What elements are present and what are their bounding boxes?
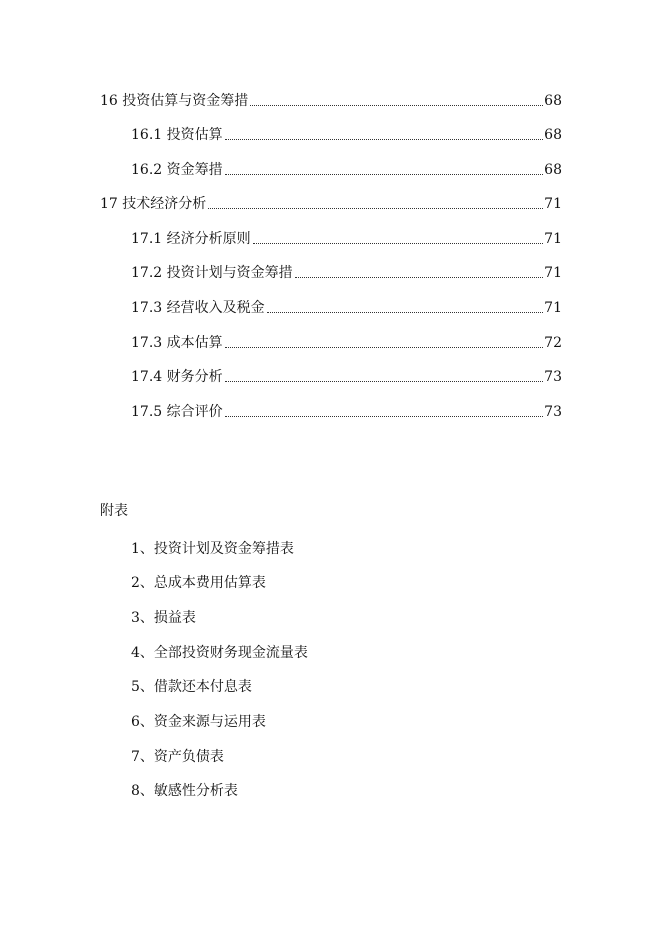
toc-entry-page-number: 71 [544, 231, 562, 247]
toc-entry-page-number: 68 [544, 162, 562, 178]
toc-entry-number: 17.5 [131, 404, 167, 420]
toc-dot-leader [225, 174, 544, 175]
appendix-item: 5、借款还本付息表 [131, 679, 252, 695]
appendix-item: 8、敏感性分析表 [131, 783, 238, 799]
appendix-item: 3、损益表 [131, 610, 196, 626]
toc-entry-page-number: 71 [544, 265, 562, 281]
toc-entry-page-number: 71 [544, 196, 562, 212]
toc-entry-number: 16 [100, 93, 123, 109]
toc-entry-number: 17.2 [131, 265, 167, 281]
toc-entry[interactable] [131, 262, 562, 282]
appendix-heading: 附表 [100, 503, 128, 519]
toc-entry[interactable] [131, 401, 562, 421]
toc-dot-leader [225, 347, 544, 348]
toc-dot-leader [250, 105, 543, 106]
toc-entry-page-number: 68 [544, 127, 562, 143]
toc-dot-leader [267, 312, 544, 313]
toc-entry[interactable] [100, 193, 562, 213]
toc-entry-title: 经济分析原则 [166, 231, 251, 247]
appendix-item: 2、总成本费用估算表 [131, 575, 266, 591]
toc-dot-leader [225, 139, 544, 140]
appendix-item: 6、资金来源与运用表 [131, 714, 266, 730]
toc-entry-number: 17.3 [131, 300, 167, 316]
toc-entry-title: 投资估算 [166, 127, 223, 143]
toc-entry[interactable] [131, 332, 562, 352]
toc-dot-leader [295, 277, 544, 278]
toc-entry-page-number: 73 [544, 369, 562, 385]
toc-entry[interactable] [131, 297, 562, 317]
toc-entry-title: 经营收入及税金 [166, 300, 265, 316]
toc-dot-leader [253, 243, 544, 244]
toc-entry-title: 投资计划与资金筹措 [166, 265, 293, 281]
toc-entry[interactable] [131, 159, 562, 179]
toc-entry-number: 16.1 [131, 127, 167, 143]
toc-entry-number: 17.1 [131, 231, 167, 247]
toc-entry-title: 财务分析 [166, 369, 223, 385]
toc-entry-page-number: 72 [544, 335, 562, 351]
appendix-item: 7、资产负债表 [131, 749, 224, 765]
toc-entry-page-number: 71 [544, 300, 562, 316]
toc-entry-page-number: 68 [544, 93, 562, 109]
toc-entry[interactable] [100, 90, 562, 110]
toc-entry[interactable] [131, 366, 562, 386]
toc-entry[interactable] [131, 124, 562, 144]
toc-entry-title: 资金筹措 [166, 162, 223, 178]
toc-dot-leader [208, 208, 543, 209]
toc-entry-title: 成本估算 [166, 335, 223, 351]
toc-entry-number: 17 [100, 196, 123, 212]
toc-entry-title: 投资估算与资金筹措 [122, 93, 249, 109]
toc-entry-number: 17.4 [131, 369, 167, 385]
toc-entry[interactable] [131, 228, 562, 248]
toc-entry-page-number: 73 [544, 404, 562, 420]
toc-entry-number: 16.2 [131, 162, 167, 178]
appendix-item: 4、全部投资财务现金流量表 [131, 645, 308, 661]
toc-dot-leader [225, 416, 544, 417]
toc-entry-number: 17.3 [131, 335, 167, 351]
toc-entry-title: 技术经济分析 [122, 196, 207, 212]
appendix-item: 1、投资计划及资金筹措表 [131, 541, 294, 557]
toc-dot-leader [225, 381, 544, 382]
toc-entry-title: 综合评价 [166, 404, 223, 420]
